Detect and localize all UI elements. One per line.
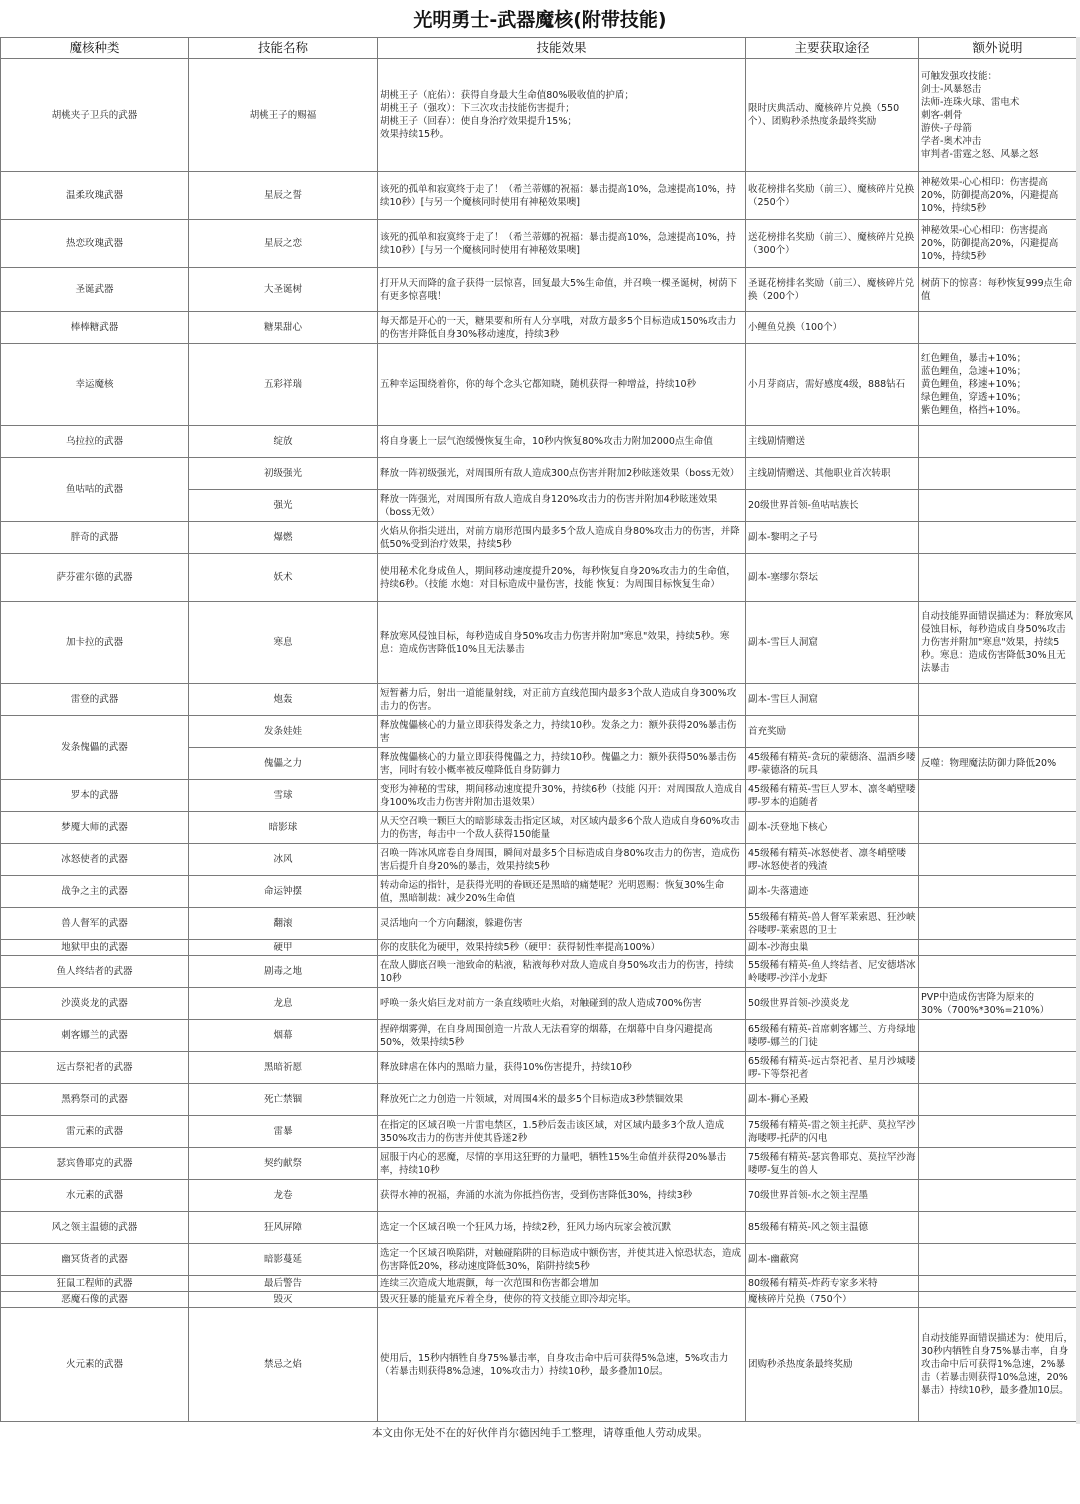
cell-skill-effect: 转动命运的指针，是获得光明的眷顾还是黑暗的痛楚呢？光明恩赐：恢复30%生命值，黑暗制裁：减少20%生命值 [378, 876, 746, 908]
cell-skill-effect: 召唤一阵冰风席卷自身周围，瞬间对最多5个目标造成自身80%攻击力的伤害，造成伤害后提升自身20%的暴击，效果持续5秒 [378, 844, 746, 876]
cell-source: 副本-沃登地下核心 [746, 812, 919, 844]
cell-source: 45级稀有精英-贪玩的蒙德洛、温酒乡喽啰-蒙德洛的玩具 [746, 748, 919, 780]
cell-note [919, 716, 1077, 748]
cell-skill-effect: 在指定的区域召唤一片雷电禁区，1.5秒后轰击该区域，对区域内最多3个敌人造成350%攻击力的伤害并使其昏迷2秒 [378, 1116, 746, 1148]
cell-core-type: 萨芬霍尔德的武器 [1, 554, 189, 602]
cell-skill-effect: 屈服于内心的恶魔，尽情的享用这狂野的力量吧，牺牲15%生命值并获得20%暴击率，持续10秒 [378, 1148, 746, 1180]
cell-note [919, 1276, 1077, 1292]
cell-source: 小鲤鱼兑换（100个） [746, 312, 919, 344]
cell-skill-name: 暗影蔓延 [189, 1244, 378, 1276]
cell-skill-name: 剧毒之地 [189, 956, 378, 988]
table-row [1, 1116, 1077, 1148]
cell-note [919, 1116, 1077, 1148]
cell-skill-name: 烟幕 [189, 1020, 378, 1052]
cell-core-type: 热恋玫瑰武器 [1, 220, 189, 268]
table-body [1, 59, 1077, 1422]
table-row [1, 1148, 1077, 1180]
table-row [1, 554, 1077, 602]
table-row [1, 1292, 1077, 1308]
cell-skill-effect: 短暂蓄力后，射出一道能量射线，对正前方直线范围内最多3个敌人造成自身300%攻击力的伤害。 [378, 684, 746, 716]
cell-note: 反噬：物理魔法防御力降低20% [919, 748, 1077, 780]
cell-source: 圣诞花榜排名奖励（前三）、魔核碎片兑换（200个） [746, 268, 919, 312]
cell-core-type: 雷元素的武器 [1, 1116, 189, 1148]
table-row [1, 172, 1077, 220]
cell-core-type: 恶魔石像的武器 [1, 1292, 189, 1308]
cell-core-type: 梦魇大师的武器 [1, 812, 189, 844]
table-row [1, 59, 1077, 172]
cell-core-type: 胡桃夹子卫兵的武器 [1, 59, 189, 172]
cell-skill-name: 大圣诞树 [189, 268, 378, 312]
table-row [1, 344, 1077, 426]
cell-skill-effect: 呼唤一条火焰巨龙对前方一条直线喷吐火焰，对触碰到的敌人造成700%伤害 [378, 988, 746, 1020]
table-row [1, 876, 1077, 908]
cell-core-type: 温柔玫瑰武器 [1, 172, 189, 220]
cell-source: 送花榜排名奖励（前三）、魔核碎片兑换（300个） [746, 220, 919, 268]
cell-core-type: 罗本的武器 [1, 780, 189, 812]
cell-source: 副本-塞缪尔祭坛 [746, 554, 919, 602]
cell-skill-name: 炮轰 [189, 684, 378, 716]
cell-core-type: 黑鸦祭司的武器 [1, 1084, 189, 1116]
cell-skill-effect: 选定一个区域召唤陷阱，对触碰陷阱的目标造成中额伤害，并使其进入惊恐状态，造成伤害降低20%，移动速度降低30%，陷阱持续5秒 [378, 1244, 746, 1276]
cell-source: 限时庆典活动、魔核碎片兑换（550个）、团购秒杀热度条最终奖励 [746, 59, 919, 172]
cell-skill-name: 最后警告 [189, 1276, 378, 1292]
cell-source: 主线剧情赠送、其他职业首次转职 [746, 458, 919, 490]
cell-skill-effect: 胡桃王子（庇佑）：获得自身最大生命值80%吸收值的护盾； 胡桃王子（强攻）：下三次攻击技能伤害提升； 胡桃王子（回春）：使自身治疗效果提升15%； 效果持续15秒。 [378, 59, 746, 172]
cell-core-type: 棒棒糖武器 [1, 312, 189, 344]
table-row [1, 1084, 1077, 1116]
cell-source: 副本-雪巨人洞窟 [746, 602, 919, 684]
cell-skill-name: 寒息 [189, 602, 378, 684]
cell-source: 副本-沙海虫巢 [746, 940, 919, 956]
cell-note: 可触发强攻技能： 剑士-风暴怒击 法师-连珠火球、雷电术 刺客-刺骨 游侠-子母箭 学者-奥术冲击 审判者-雷霆之怒、风暴之怒 [919, 59, 1077, 172]
cell-skill-effect: 五种幸运围绕着你，你的每个念头它都知晓，随机获得一种增益，持续10秒 [378, 344, 746, 426]
cell-skill-effect: 从天空召唤一颗巨大的暗影球轰击指定区域，对区域内最多6个敌人造成自身60%攻击力的伤害，每击中一个敌人获得150能量 [378, 812, 746, 844]
cell-skill-name: 初级强光 [189, 458, 378, 490]
cell-core-type: 刺客娜兰的武器 [1, 1020, 189, 1052]
table-row [1, 1020, 1077, 1052]
table-header [1, 38, 1077, 59]
cell-source: 45级稀有精英-冰怒使者、凛冬峭壁喽啰-冰怒使者的残渣 [746, 844, 919, 876]
cell-core-type: 鱼人终结者的武器 [1, 956, 189, 988]
footer-note: 本文由你无处不在的好伙伴肖尔德因纯手工整理，请尊重他人劳动成果。 [372, 1427, 708, 1439]
cell-skill-effect: 毁灭狂暴的能量充斥着全身，使你的符文技能立即冷却完毕。 [378, 1292, 746, 1308]
header-source: 主要获取途径 [746, 38, 919, 59]
cell-note [919, 490, 1077, 522]
cell-note [919, 876, 1077, 908]
cell-skill-effect: 释放一阵初级强光，对周围所有敌人造成300点伤害并附加2秒眩迷效果（boss无效） [378, 458, 746, 490]
cell-core-type: 加卡拉的武器 [1, 602, 189, 684]
table-row [1, 268, 1077, 312]
cell-skill-name: 妖术 [189, 554, 378, 602]
cell-note [919, 312, 1077, 344]
cell-source: 魔核碎片兑换（750个） [746, 1292, 919, 1308]
cell-skill-effect: 捏碎烟雾弹，在自身周围创造一片敌人无法看穿的烟幕，在烟幕中自身闪避提高50%，效果持续5秒 [378, 1020, 746, 1052]
table-row [1, 812, 1077, 844]
cell-note [919, 458, 1077, 490]
table-row [1, 312, 1077, 344]
cell-note [919, 554, 1077, 602]
cell-core-type: 水元素的武器 [1, 1180, 189, 1212]
cell-skill-effect: 使用后，15秒内牺牲自身75%暴击率，自身攻击命中后可获得5%急速，5%攻击力（若暴击则获得8%急速，10%攻击力）持续10秒，最多叠加10层。 [378, 1308, 746, 1422]
cell-skill-effect: 释放寒风侵蚀目标，每秒造成自身50%攻击力伤害并附加"寒息"效果，持续5秒。寒息：造成伤害降低10%且无法暴击 [378, 602, 746, 684]
cell-source: 收花榜排名奖励（前三）、魔核碎片兑换（250个） [746, 172, 919, 220]
cell-source: 55级稀有精英-鱼人终结者、尼安德塔冰岭喽啰-沙洋小龙虾 [746, 956, 919, 988]
cell-skill-effect: 释放一阵强光，对周围所有敌人造成自身120%攻击力的伤害并附加4秒眩迷效果（boss无效） [378, 490, 746, 522]
cell-skill-name: 胡桃王子的赐福 [189, 59, 378, 172]
cell-skill-name: 硬甲 [189, 940, 378, 956]
cell-note [919, 684, 1077, 716]
cell-note: 树荫下的惊喜：每秒恢复999点生命值 [919, 268, 1077, 312]
cell-skill-name: 冰风 [189, 844, 378, 876]
cell-core-type: 沙漠炎龙的武器 [1, 988, 189, 1020]
cell-source: 75级稀有精英-瑟宾鲁耶克、莫拉罕沙海喽啰-复生的兽人 [746, 1148, 919, 1180]
cell-note [919, 1212, 1077, 1244]
cell-note [919, 1052, 1077, 1084]
cell-core-type: 雷登的武器 [1, 684, 189, 716]
cell-note [919, 426, 1077, 458]
cell-skill-name: 绽放 [189, 426, 378, 458]
cell-skill-name: 龙息 [189, 988, 378, 1020]
table-row [1, 1180, 1077, 1212]
header-row [1, 38, 1077, 59]
cell-skill-name: 龙卷 [189, 1180, 378, 1212]
cell-skill-effect: 该死的孤单和寂寞终于走了！（希兰蒂娜的祝福：暴击提高10%，急速提高10%，持续10秒）[与另一个魔核同时使用有神秘效果噢] [378, 172, 746, 220]
cell-skill-effect: 变形为神秘的雪球，期间移动速度提升30%，持续6秒（技能 闪开：对周围敌人造成自身100%攻击力伤害并附加击退效果） [378, 780, 746, 812]
cell-note [919, 956, 1077, 988]
cell-skill-name: 发条娃娃 [189, 716, 378, 748]
table-row [1, 988, 1077, 1020]
cell-source: 50级世界首领-沙漠炎龙 [746, 988, 919, 1020]
cell-source: 65级稀有精英-远古祭祀者、星月沙城喽啰-下等祭祀者 [746, 1052, 919, 1084]
cell-source: 20级世界首领-鱼咕咕族长 [746, 490, 919, 522]
cell-skill-name: 星辰之誓 [189, 172, 378, 220]
cell-note [919, 1148, 1077, 1180]
cell-skill-name: 爆燃 [189, 522, 378, 554]
header-skill-name: 技能名称 [189, 38, 378, 59]
cell-core-type: 胖奇的武器 [1, 522, 189, 554]
cell-source: 副本-雪巨人洞窟 [746, 684, 919, 716]
header-note: 额外说明 [919, 38, 1077, 59]
cell-core-type: 鱼咕咕的武器 [1, 458, 189, 522]
cell-skill-effect: 释放傀儡核心的力量立即获得傀儡之力，持续10秒。傀儡之力：额外获得50%暴击伤害，同时有较小概率被反噬降低自身防御力 [378, 748, 746, 780]
cell-core-type: 瑟宾鲁耶克的武器 [1, 1148, 189, 1180]
cell-source: 85级稀有精英-风之领主温德 [746, 1212, 919, 1244]
cell-skill-effect: 获得水神的祝福，奔涌的水流为你抵挡伤害，受到伤害降低30%，持续3秒 [378, 1180, 746, 1212]
table-row [1, 1308, 1077, 1422]
cell-source: 团购秒杀热度条最终奖励 [746, 1308, 919, 1422]
table-row [1, 1052, 1077, 1084]
cell-source: 65级稀有精英-首席刺客娜兰、方舟绿地喽啰-娜兰的门徒 [746, 1020, 919, 1052]
cell-skill-effect: 连续三次造成大地震颤，每一次范围和伤害都会增加 [378, 1276, 746, 1292]
table-row [1, 1276, 1077, 1292]
skill-table [0, 37, 1077, 1422]
cell-note [919, 812, 1077, 844]
table-row [1, 684, 1077, 716]
table-row [1, 220, 1077, 268]
cell-core-type: 火元素的武器 [1, 1308, 189, 1422]
cell-core-type: 圣诞武器 [1, 268, 189, 312]
header-skill-effect: 技能效果 [378, 38, 746, 59]
cell-source: 副本-黎明之子号 [746, 522, 919, 554]
cell-note [919, 1020, 1077, 1052]
cell-note: 神秘效果-心心相印：伤害提高20%，防御提高20%，闪避提高10%，持续5秒 [919, 172, 1077, 220]
cell-note [919, 1180, 1077, 1212]
cell-note: 自动技能界面错误描述为：使用后，30秒内牺牲自身75%暴击率，自身攻击命中后可获得1%急速，2%暴击（若暴击则获得10%急速，20%暴击）持续10秒，最多叠加10层。 [919, 1308, 1077, 1422]
cell-skill-effect: 你的皮肤化为硬甲，效果持续5秒（硬甲：获得韧性率提高100%） [378, 940, 746, 956]
cell-core-type: 幸运魔核 [1, 344, 189, 426]
cell-skill-effect: 选定一个区域召唤一个狂风力场，持续2秒，狂风力场内玩家会被沉默 [378, 1212, 746, 1244]
cell-skill-name: 死亡禁锢 [189, 1084, 378, 1116]
cell-skill-name: 黑暗祈愿 [189, 1052, 378, 1084]
cell-skill-effect: 灵活地向一个方向翻滚，躲避伤害 [378, 908, 746, 940]
table-row [1, 908, 1077, 940]
table-row [1, 956, 1077, 988]
cell-skill-name: 命运钟摆 [189, 876, 378, 908]
cell-note [919, 1292, 1077, 1308]
cell-core-type: 冰怒使者的武器 [1, 844, 189, 876]
cell-core-type: 幽冥货者的武器 [1, 1244, 189, 1276]
cell-note [919, 522, 1077, 554]
cell-source: 副本-幽蔽窝 [746, 1244, 919, 1276]
table-row [1, 940, 1077, 956]
table-row [1, 1244, 1077, 1276]
cell-core-type: 战争之主的武器 [1, 876, 189, 908]
cell-skill-name: 契约献祭 [189, 1148, 378, 1180]
cell-core-type: 狂鼠工程师的武器 [1, 1276, 189, 1292]
cell-skill-name: 星辰之恋 [189, 220, 378, 268]
cell-source: 70级世界首领-水之领主涅墨 [746, 1180, 919, 1212]
table-row [1, 716, 1077, 748]
cell-note: 神秘效果-心心相印：伤害提高20%，防御提高20%，闪避提高10%，持续5秒 [919, 220, 1077, 268]
cell-source: 75级稀有精英-雷之领主托萨、莫拉罕沙海喽啰-托萨的闪电 [746, 1116, 919, 1148]
cell-note: PVP中造成伤害降为原来的30%（700%*30%=210%） [919, 988, 1077, 1020]
cell-note [919, 844, 1077, 876]
cell-skill-effect: 打开从天而降的盒子获得一层惊喜，回复最大5%生命值，并召唤一棵圣诞树，树荫下有更多惊喜哦！ [378, 268, 746, 312]
cell-skill-name: 傀儡之力 [189, 748, 378, 780]
cell-note: 自动技能界面错误描述为：释放寒风侵蚀目标，每秒造成自身50%攻击力伤害并附加"寒息"效果，持续5秒。寒息：造成伤害降低30%且无法暴击 [919, 602, 1077, 684]
cell-core-type: 风之领主温德的武器 [1, 1212, 189, 1244]
cell-source: 副本-失落遗迹 [746, 876, 919, 908]
cell-note: 红色鲤鱼，暴击+10%； 蓝色鲤鱼，急速+10%； 黄色鲤鱼，移速+10%； 绿色鲤鱼，穿透+10%； 紫色鲤鱼，格挡+10%。 [919, 344, 1077, 426]
cell-note [919, 908, 1077, 940]
cell-source: 45级稀有精英-雪巨人罗本、凛冬峭壁喽啰-罗本的追随者 [746, 780, 919, 812]
cell-skill-effect: 使用秘术化身成鱼人，期间移动速度提升20%，每秒恢复自身20%攻击力的生命值，持续6秒。（技能 水炮：对目标造成中量伤害，技能 恢复：为周围目标恢复生命） [378, 554, 746, 602]
cell-core-type: 发条傀儡的武器 [1, 716, 189, 780]
cell-source: 小月芽商店，需好感度4级，888钻石 [746, 344, 919, 426]
cell-source: 首充奖励 [746, 716, 919, 748]
cell-skill-effect: 该死的孤单和寂寞终于走了！（希兰蒂娜的祝福：暴击提高10%，急速提高10%，持续10秒）[与另一个魔核同时使用有神秘效果噢] [378, 220, 746, 268]
cell-skill-effect: 在敌人脚底召唤一池致命的粘液，粘液每秒对敌人造成自身50%攻击力的伤害，持续10秒 [378, 956, 746, 988]
cell-skill-effect: 火焰从你指尖迸出，对前方扇形范围内最多5个敌人造成自身80%攻击力的伤害，并降低50%受到治疗效果，持续5秒 [378, 522, 746, 554]
cell-skill-name: 狂风屏障 [189, 1212, 378, 1244]
cell-source: 80级稀有精英-炸药专家多米特 [746, 1276, 919, 1292]
table-row [1, 458, 1077, 490]
cell-skill-effect: 将自身裹上一层气泡缓慢恢复生命，10秒内恢复80%攻击力附加2000点生命值 [378, 426, 746, 458]
cell-skill-effect: 释放肆虐在体内的黑暗力量，获得10%伤害提升，持续10秒 [378, 1052, 746, 1084]
page-title: 光明勇士-武器魔核(附带技能) [413, 9, 667, 31]
cell-note [919, 1084, 1077, 1116]
cell-note [919, 1244, 1077, 1276]
cell-note [919, 780, 1077, 812]
cell-core-type: 乌拉拉的武器 [1, 426, 189, 458]
cell-source: 55级稀有精英-兽人督军莱索恩、狂沙峡谷喽啰-莱索恩的卫士 [746, 908, 919, 940]
cell-skill-name: 糖果甜心 [189, 312, 378, 344]
cell-source: 主线剧情赠送 [746, 426, 919, 458]
cell-skill-name: 暗影球 [189, 812, 378, 844]
table-row [1, 602, 1077, 684]
cell-note [919, 940, 1077, 956]
cell-skill-name: 雷暴 [189, 1116, 378, 1148]
cell-skill-effect: 每天都是开心的一天，糖果要和所有人分享哦，对敌方最多5个目标造成150%攻击力的伤害并降低自身30%移动速度，持续3秒 [378, 312, 746, 344]
cell-skill-effect: 释放死亡之力创造一片领域，对周围4米的最多5个目标造成3秒禁锢效果 [378, 1084, 746, 1116]
right-edge [1076, 37, 1080, 1424]
cell-skill-effect: 释放傀儡核心的力量立即获得发条之力，持续10秒。发条之力：额外获得20%暴击伤害 [378, 716, 746, 748]
cell-core-type: 兽人督军的武器 [1, 908, 189, 940]
cell-skill-name: 雪球 [189, 780, 378, 812]
cell-core-type: 远古祭祀者的武器 [1, 1052, 189, 1084]
cell-core-type: 地狱甲虫的武器 [1, 940, 189, 956]
cell-skill-name: 翻滚 [189, 908, 378, 940]
table-row [1, 844, 1077, 876]
cell-skill-name: 禁忌之焰 [189, 1308, 378, 1422]
table-row [1, 780, 1077, 812]
cell-skill-name: 毁灭 [189, 1292, 378, 1308]
header-type: 魔核种类 [1, 38, 189, 59]
cell-skill-name: 五彩祥瑞 [189, 344, 378, 426]
table-row [1, 426, 1077, 458]
table-row [1, 1212, 1077, 1244]
table-row [1, 522, 1077, 554]
cell-skill-name: 强光 [189, 490, 378, 522]
cell-source: 副本-狮心圣殿 [746, 1084, 919, 1116]
